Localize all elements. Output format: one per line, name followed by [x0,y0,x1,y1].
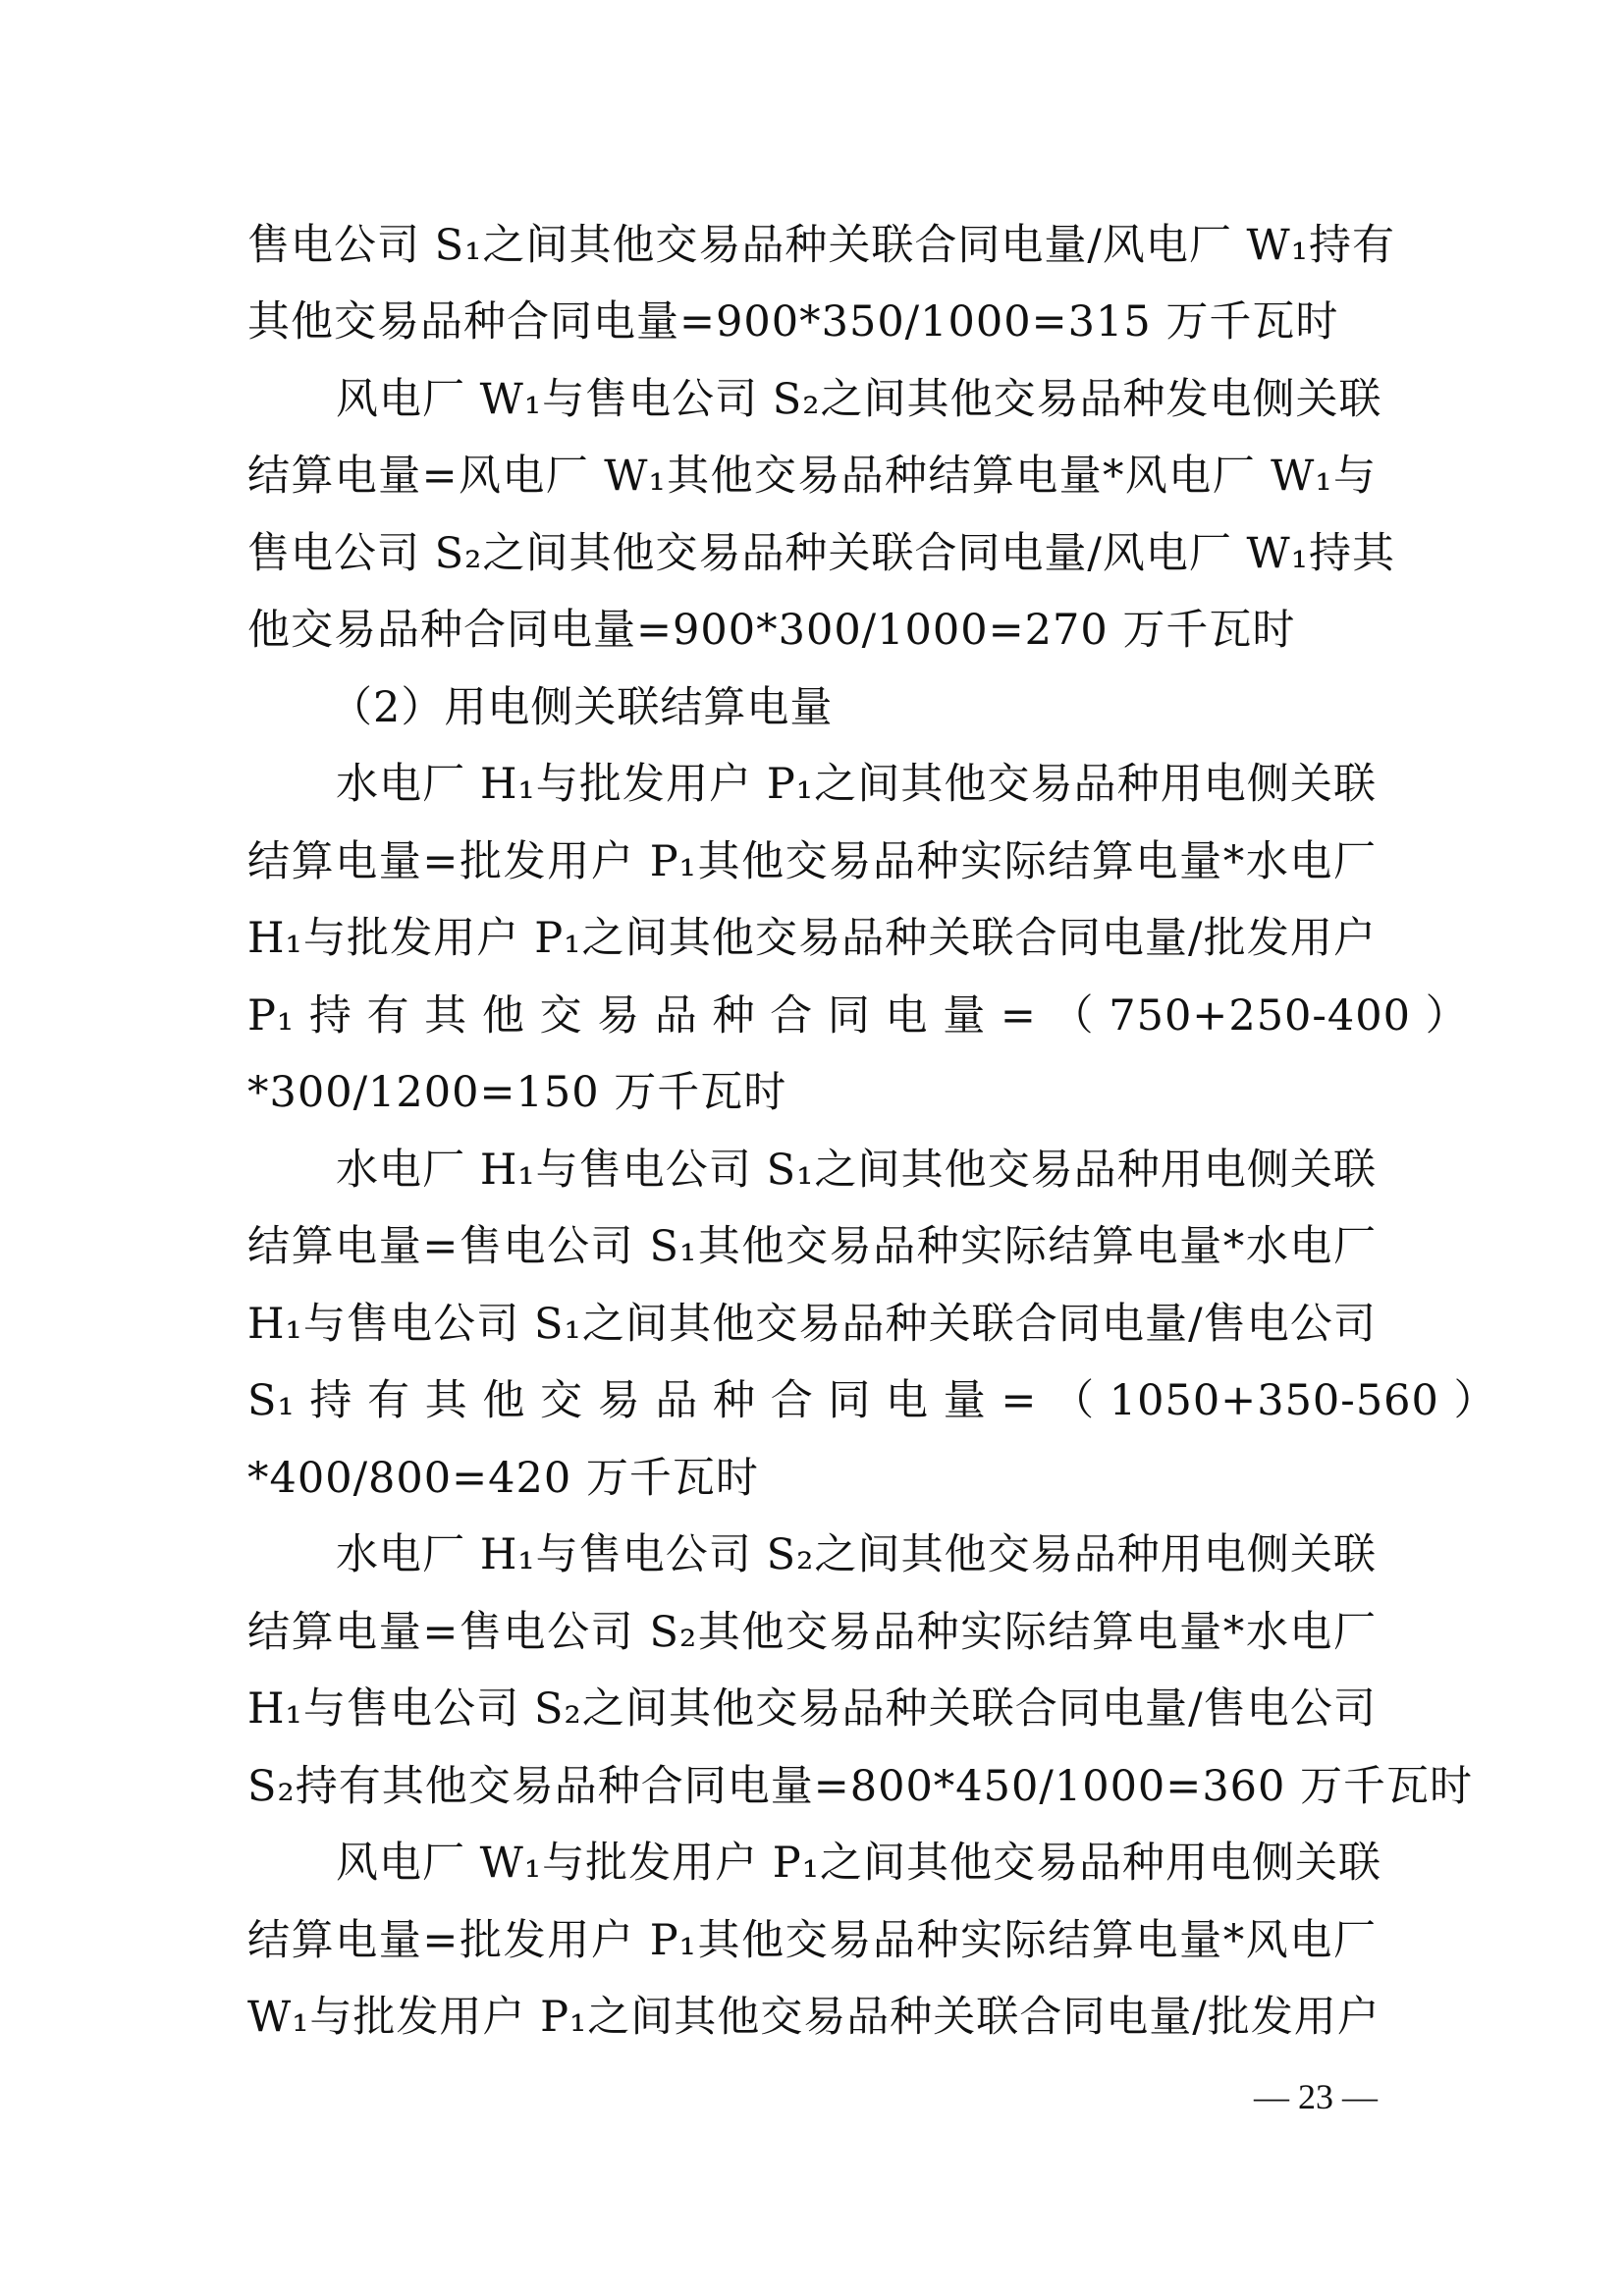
text-line: H₁与批发用户 P₁之间其他交易品种关联合同电量/批发用户 [247,914,1377,963]
text-line: 水电厂 H₁与售电公司 S₁之间其他交易品种用电侧关联 [336,1146,1377,1195]
text-line: P₁ 持 有 其 他 交 易 品 种 合 同 电 量 = （ 750+250-400 ） [247,991,1469,1041]
text-line: H₁与售电公司 S₂之间其他交易品种关联合同电量/售电公司 [247,1684,1377,1734]
text-line: *400/800=420 万千瓦时 [247,1454,759,1503]
text-line: H₁与售电公司 S₁之间其他交易品种关联合同电量/售电公司 [247,1300,1377,1349]
text-line: W₁与批发用户 P₁之间其他交易品种关联合同电量/批发用户 [247,1993,1380,2042]
text-line: 他交易品种合同电量=900*300/1000=270 万千瓦时 [247,606,1296,655]
text-line: 结算电量=售电公司 S₂其他交易品种实际结算电量*水电厂 [247,1608,1377,1657]
text-line: S₁ 持 有 其 他 交 易 品 种 合 同 电 量 = （ 1050+350-560 ） [247,1376,1497,1425]
section-heading: （2）用电侧关联结算电量 [330,683,834,732]
text-line: 水电厂 H₁与售电公司 S₂之间其他交易品种用电侧关联 [336,1530,1377,1579]
text-line: 售电公司 S₁之间其他交易品种关联合同电量/风电厂 W₁持有 [247,221,1395,270]
text-line: 结算电量=批发用户 P₁其他交易品种实际结算电量*水电厂 [247,837,1377,886]
text-line: 水电厂 H₁与批发用户 P₁之间其他交易品种用电侧关联 [336,760,1377,809]
text-line: 其他交易品种合同电量=900*350/1000=315 万千瓦时 [247,297,1339,347]
text-line: S₂持有其他交易品种合同电量=800*450/1000=360 万千瓦时 [247,1762,1474,1811]
text-line: 风电厂 W₁与批发用户 P₁之间其他交易品种用电侧关联 [336,1839,1381,1888]
text-line: *300/1200=150 万千瓦时 [247,1068,787,1117]
text-line: 售电公司 S₂之间其他交易品种关联合同电量/风电厂 W₁持其 [247,529,1395,578]
text-line: 结算电量=风电厂 W₁其他交易品种结算电量*风电厂 W₁与 [247,452,1377,501]
text-line: 结算电量=批发用户 P₁其他交易品种实际结算电量*风电厂 [247,1916,1377,1965]
text-line: 风电厂 W₁与售电公司 S₂之间其他交易品种发电侧关联 [336,375,1382,424]
page-number: — 23 — [1254,2077,1378,2116]
text-line: 结算电量=售电公司 S₁其他交易品种实际结算电量*水电厂 [247,1222,1377,1271]
